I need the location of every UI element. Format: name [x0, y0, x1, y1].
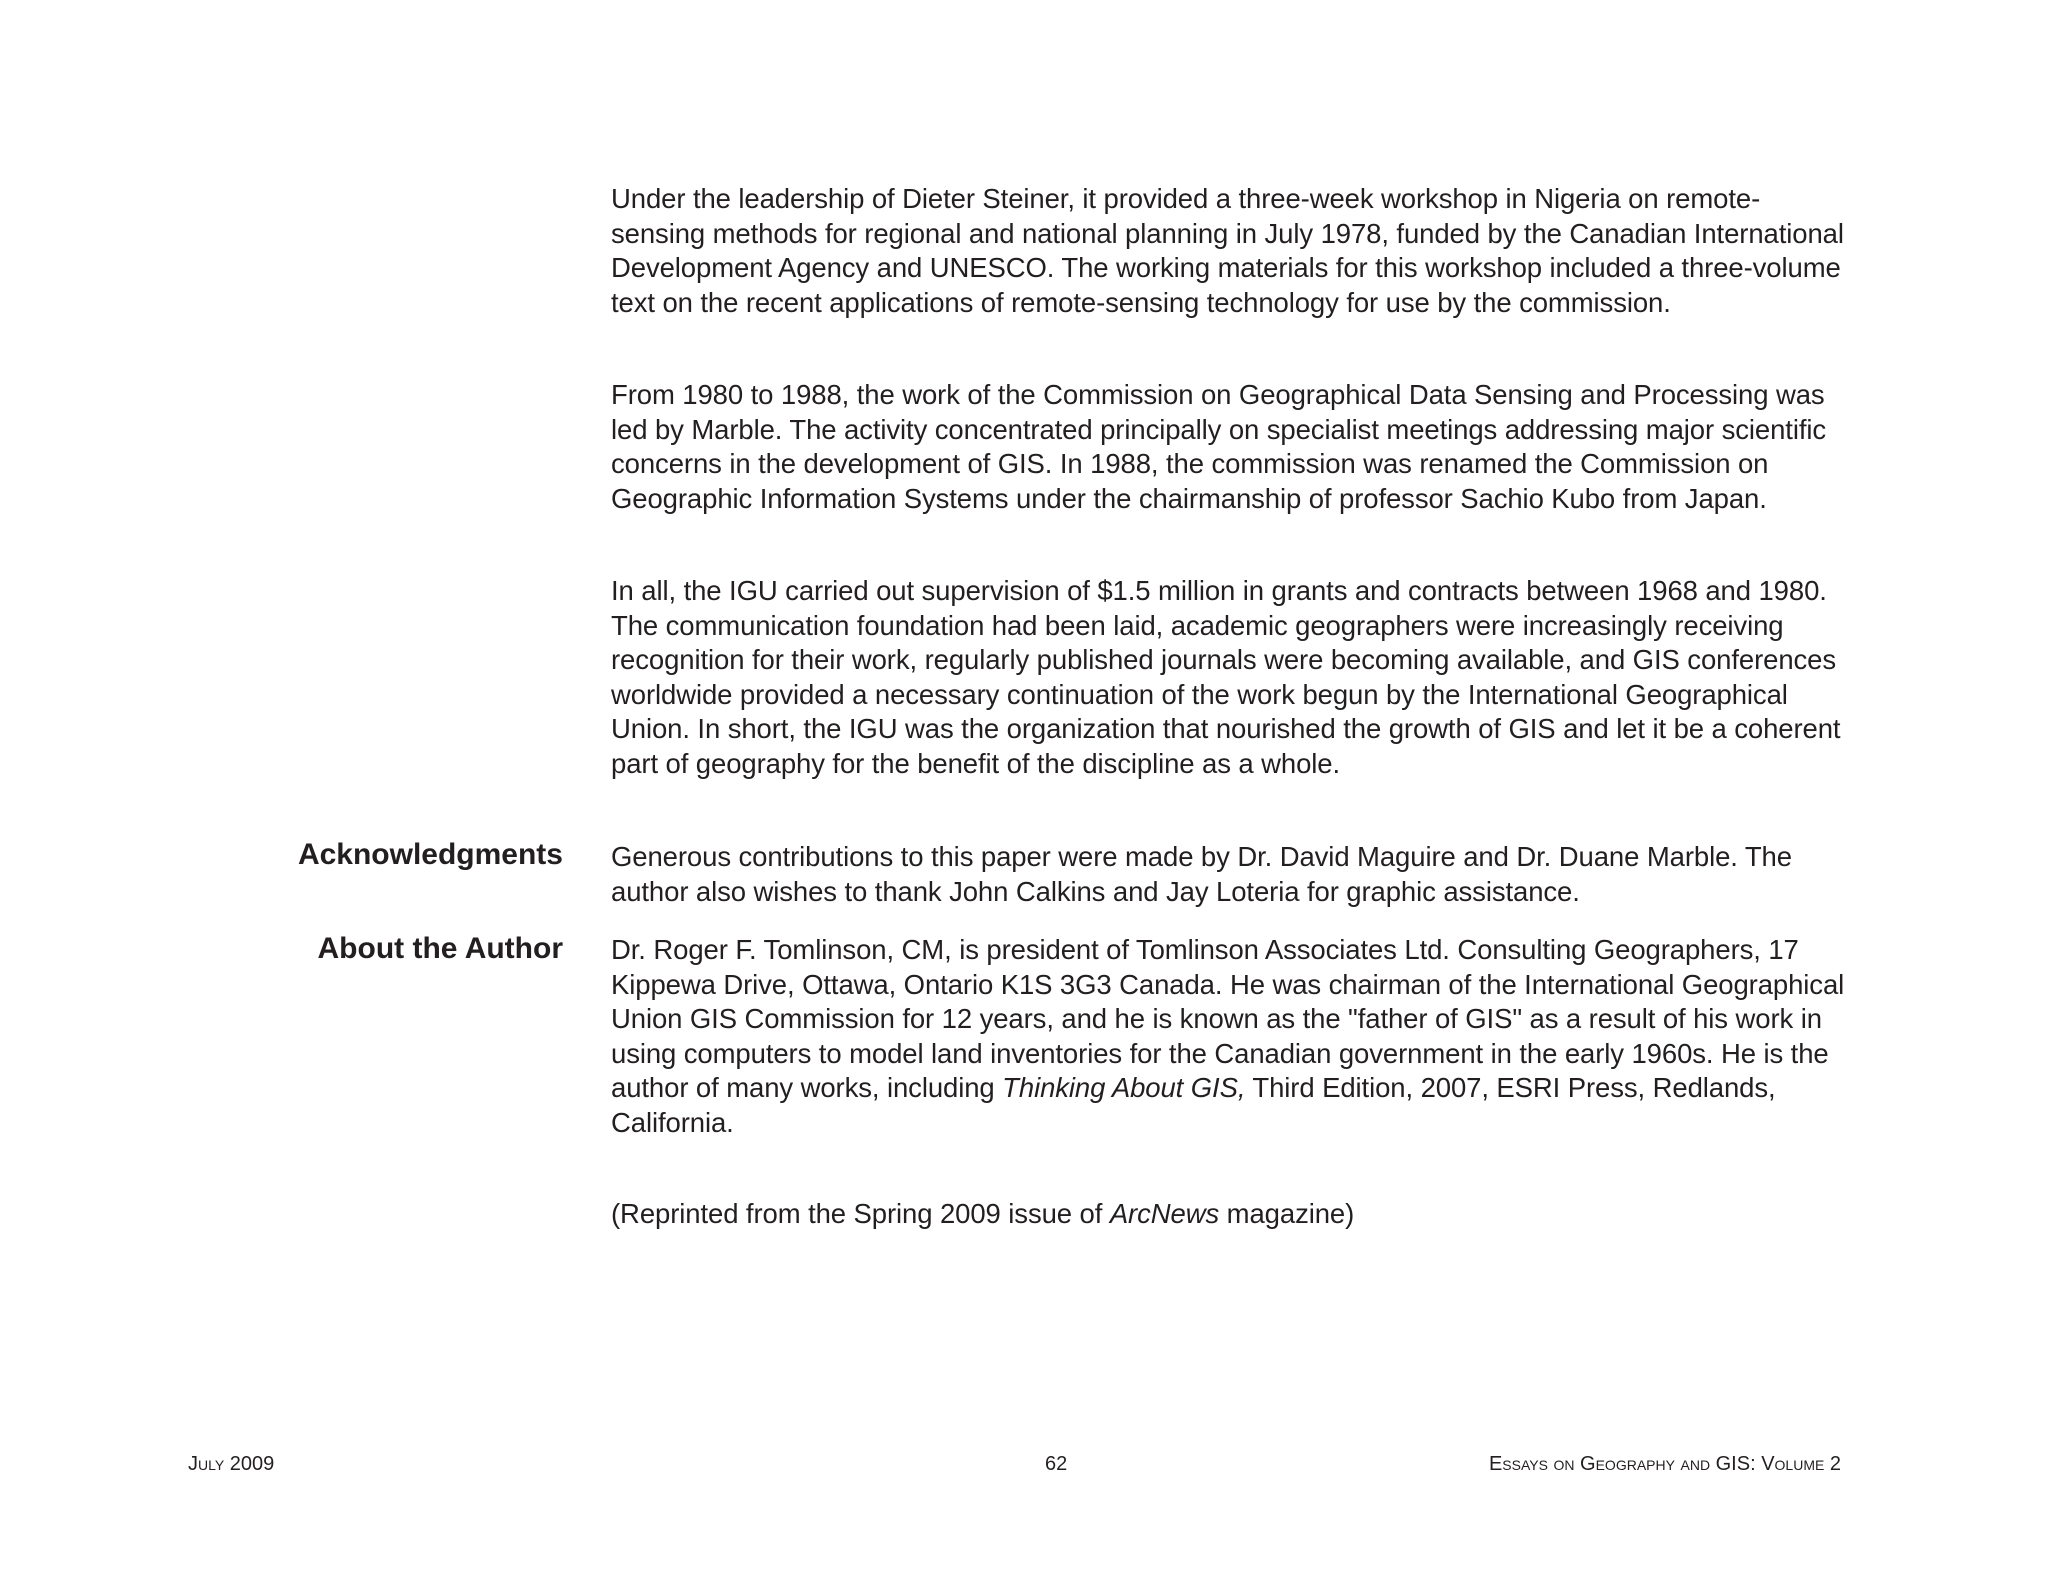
author-bio-text-end: Third Edition, 2007, ESRI Press, Redlands, California.	[611, 1072, 1776, 1138]
author-bio-text: Dr. Roger F. Tomlinson, CM, is president of Tomlinson Associates Ltd. Consulting Geographers, 17 Kippewa Drive, Ottawa, Ontario K1S 3G3 Canada. He was chairman of the International Geographical Union GIS Commission for 12 years, and he is known as the "father of GIS" as a result of his work in using computers to model land inventories for the Canadian government in the early 1960s. He is the author of many works, including	[611, 934, 1845, 1104]
footer-page-number: 62	[1045, 1453, 1068, 1475]
reprint-text	[611, 1197, 1851, 1232]
body-paragraph-2	[611, 378, 1851, 516]
about-author-text	[611, 933, 1851, 1141]
book-title: Thinking About GIS,	[1002, 1072, 1246, 1104]
footer-series-title: Essays on Geography and GIS: Volume 2	[1488, 1453, 1841, 1475]
magazine-name: ArcNews	[1109, 1198, 1220, 1229]
reprint-prefix: (Reprinted from the Spring 2009 issue of	[611, 1198, 1110, 1229]
paragraph-text: In all, the IGU carried out supervision of $1.5 million in grants and contracts between 1968 and 1980. The communication foundation had been laid, academic geographers were increasingly receiving recognition for their work, regularly published journals were becoming available, and GIS conferences worldwide provided a necessary continuation of the work begun by the International Geographical Union. In short, the IGU was the organization that nourished the growth of GIS and let it be a coherent part of geography for the benefit of the discipline as a whole.	[611, 575, 1841, 779]
paragraph-text: Under the leadership of Dieter Steiner, it provided a three-week workshop in Nigeria on remote-sensing methods for regional and national planning in July 1978, funded by the Canadian International Development Agency and UNESCO. The working materials for this workshop included a three-volume text on the recent applications of remote-sensing technology for use by the commission.	[611, 183, 1844, 318]
reprint-note	[611, 1197, 1851, 1232]
body-paragraph-1	[611, 182, 1851, 320]
reprint-suffix: magazine)	[1219, 1198, 1355, 1229]
about-author-heading: About the Author	[317, 932, 563, 965]
acknowledgments-heading: Acknowledgments	[297, 838, 563, 871]
footer-date: July 2009	[188, 1453, 275, 1475]
acknowledgments-text: Generous contributions to this paper were made by Dr. David Maguire and Dr. Duane Marble. The author also wishes to thank John Calkins and Jay Loteria for graphic assistance.	[611, 841, 1792, 907]
body-paragraph-3	[611, 574, 1851, 782]
about-author-section	[611, 933, 1851, 1141]
paragraph-text: From 1980 to 1988, the work of the Commission on Geographical Data Sensing and Processing was led by Marble. The activity concentrated principally on specialist meetings addressing major scientific concerns in the development of GIS. In 1988, the commission was renamed the Commission on Geographic Information Systems under the chairmanship of professor Sachio Kubo from Japan.	[611, 379, 1827, 514]
acknowledgments-section	[611, 840, 1851, 909]
